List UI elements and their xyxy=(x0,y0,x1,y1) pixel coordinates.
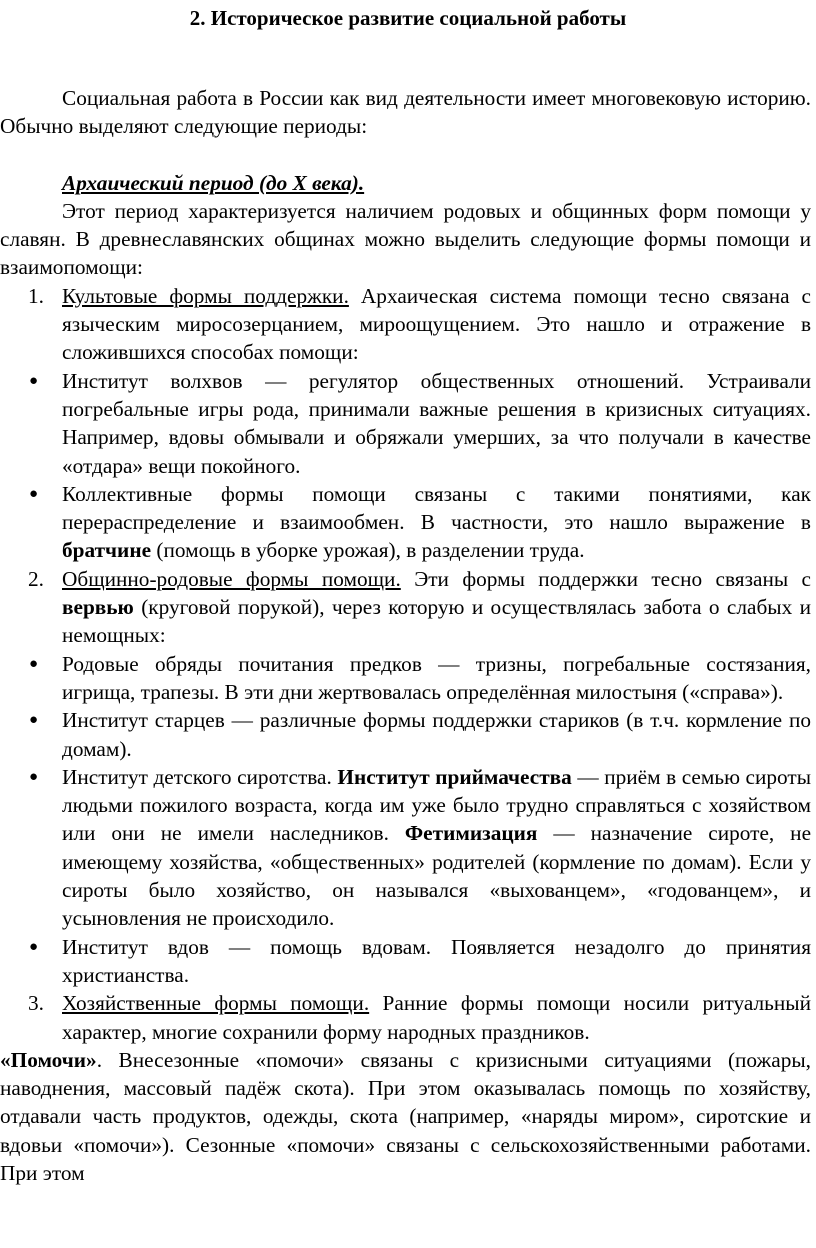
bullet-item xyxy=(0,763,811,933)
item-title: Общинно-родовые формы помощи. xyxy=(62,566,401,591)
bullet-text: Институт волхвов — регулятор общественных отношений. Устраивали погребальные игры рода, принимали важные решения в кризисных ситуациях. Например, вдовы обмывали и обряжали умерших, за что получали в качестве «отдара» вещи покойного. xyxy=(62,368,811,478)
bullet-text: Институт детского сиротства. xyxy=(62,764,332,789)
item-text: (круговой порукой), через которую и осуществлялась забота о слабых и немощных: xyxy=(62,595,811,648)
bullet-icon: ● xyxy=(29,938,39,955)
bullet-item xyxy=(0,706,811,763)
bullet-text: Институт старцев — различные формы поддержки стариков (в т.ч. кормление по домам). xyxy=(62,708,811,761)
paragraph-text: . Внесезонные «помочи» связаны с кризисными ситуациями (пожары, наводнения, массовый падёж скота). При этом оказывалась помощь по хозяйству, отдавали часть продуктов, одежды, скота (например, «наряды миром», сиротские и вдовьи «помочи»). Сезонные «помочи» связаны с сельскохозяйственными работами. При этом xyxy=(0,1047,811,1185)
paragraph-gap xyxy=(0,141,811,169)
period-heading: Архаический период (до Х века). xyxy=(62,170,365,195)
list-number: 2. xyxy=(28,566,44,591)
list-item-communal-forms xyxy=(0,565,811,650)
bullet-icon: ● xyxy=(29,485,39,502)
item-title: Хозяйственные формы помощи. xyxy=(62,991,370,1016)
list-number: 1. xyxy=(28,283,44,308)
bullet-text: Коллективные формы помощи связаны с такими понятиями, как перераспределение и взаимообмен. В частности, это нашло выражение в xyxy=(62,481,811,535)
intro-paragraph: Социальная работа в России как вид деятельности имеет многовековую историю. Обычно выделяют следующие периоды: xyxy=(0,86,811,139)
bold-term: «Помочи» xyxy=(0,1047,97,1072)
document-body xyxy=(0,84,811,1187)
list-item-cult-forms xyxy=(0,282,811,367)
bullet-text: Институт вдов — помощь вдовам. Появляется незадолго до принятия христианства. xyxy=(62,934,811,987)
item-text: Эти формы поддержки тесно связаны с xyxy=(414,566,812,591)
bullet-icon: ● xyxy=(29,372,39,389)
bullet-item xyxy=(0,933,811,990)
bullet-icon: ● xyxy=(29,655,39,672)
bullet-item xyxy=(0,367,811,480)
item-title: Культовые формы поддержки. xyxy=(62,283,349,308)
bullet-icon: ● xyxy=(29,712,39,729)
bold-term: вервью xyxy=(62,595,134,620)
bullet-text: Родовые обряды почитания предков — тризны, погребальные состязания, игрища, трапезы. В эти дни жертвовалась определённая милостыня («справа»). xyxy=(62,651,811,704)
section-title: 2. Историческое развитие социальной работы xyxy=(189,6,627,30)
bullet-text: — назначение сироте, не имеющему хозяйства, «общественных» родителей (кормление по домам). Если у сироты было хозяйство, он назывался «выхованцем», «годованцем», и усыновления не происходило. xyxy=(62,821,812,931)
bullet-text: — приём в семью сироты людьми пожилого возраста, когда им уже было трудно справляться с хозяйством или они не имели наследников. xyxy=(62,764,812,846)
bold-term: братчине xyxy=(62,538,152,563)
list-number: 3. xyxy=(28,991,44,1016)
bullet-text: (помощь в уборке урожая), в разделении труда. xyxy=(156,538,585,563)
bullet-icon: ● xyxy=(29,768,39,785)
list-item-household-forms xyxy=(0,989,811,1046)
bullet-item xyxy=(0,650,811,707)
item-text: Архаическая система помощи тесно связана с языческим миросозерцанием, мироощущением. Это нашло и отражение в сложившихся способах помощи: xyxy=(62,283,812,365)
item-text: Ранние формы помощи носили ритуальный характер, многие сохранили форму народных праздников. xyxy=(62,991,811,1044)
pomochi-paragraph xyxy=(0,1046,811,1187)
bold-term: Институт приймачества xyxy=(337,764,572,789)
period-description: Этот период характеризуется наличием родовых и общинных форм помощи у славян. В древнеславянских общинах можно выделить следующие формы помощи и взаимопомощи: xyxy=(0,198,811,280)
bullet-item xyxy=(0,480,811,565)
bold-term: Фетимизация xyxy=(404,821,538,846)
